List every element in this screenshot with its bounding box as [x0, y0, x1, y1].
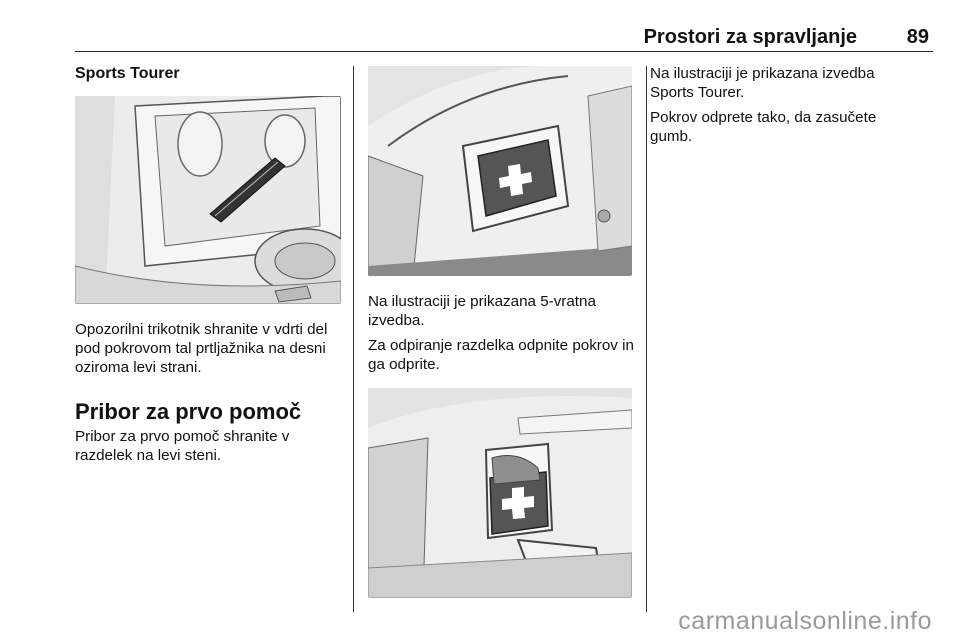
illustration-warning-triangle-storage: [75, 96, 341, 304]
paragraph-5-door-version: Na ilustraciji je prikazana 5-vratna izvedba.: [368, 293, 596, 329]
section-heading-first-aid: Pribor za prvo pomoč: [75, 399, 302, 424]
paragraph-turn-knob: Pokrov odprete tako, da zasučete gumb.: [650, 109, 877, 145]
page-title: Prostori za spravljanje: [643, 26, 857, 48]
paragraph-warning-triangle: Opozorilni trikotnik shranite v vdrti del pod pokrovom tal prtljažnika na desni oziroma levi strani.: [75, 321, 328, 376]
column-middle: [368, 64, 634, 598]
column-left: [75, 64, 341, 465]
column-right: [650, 64, 918, 146]
header-rule: [75, 51, 933, 52]
watermark-text: carmanualsonline.info: [678, 607, 932, 635]
column-divider-right: [646, 66, 647, 612]
column-divider-left: [353, 66, 354, 612]
page-header: [75, 26, 933, 52]
page-number: 89: [906, 26, 929, 48]
paragraph-sports-tourer-version: Na ilustraciji je prikazana izvedba Sports Tourer.: [650, 65, 875, 101]
subheading-sports-tourer: Sports Tourer: [75, 65, 180, 82]
paragraph-first-aid: Pribor za prvo pomoč shranite v razdelek na levi steni.: [75, 428, 290, 464]
illustration-first-aid-5-door: [368, 66, 632, 276]
illustration-first-aid-sports-tourer: [368, 388, 632, 598]
paragraph-open-compartment: Za odpiranje razdelka odpnite pokrov in ga odprite.: [368, 337, 634, 373]
